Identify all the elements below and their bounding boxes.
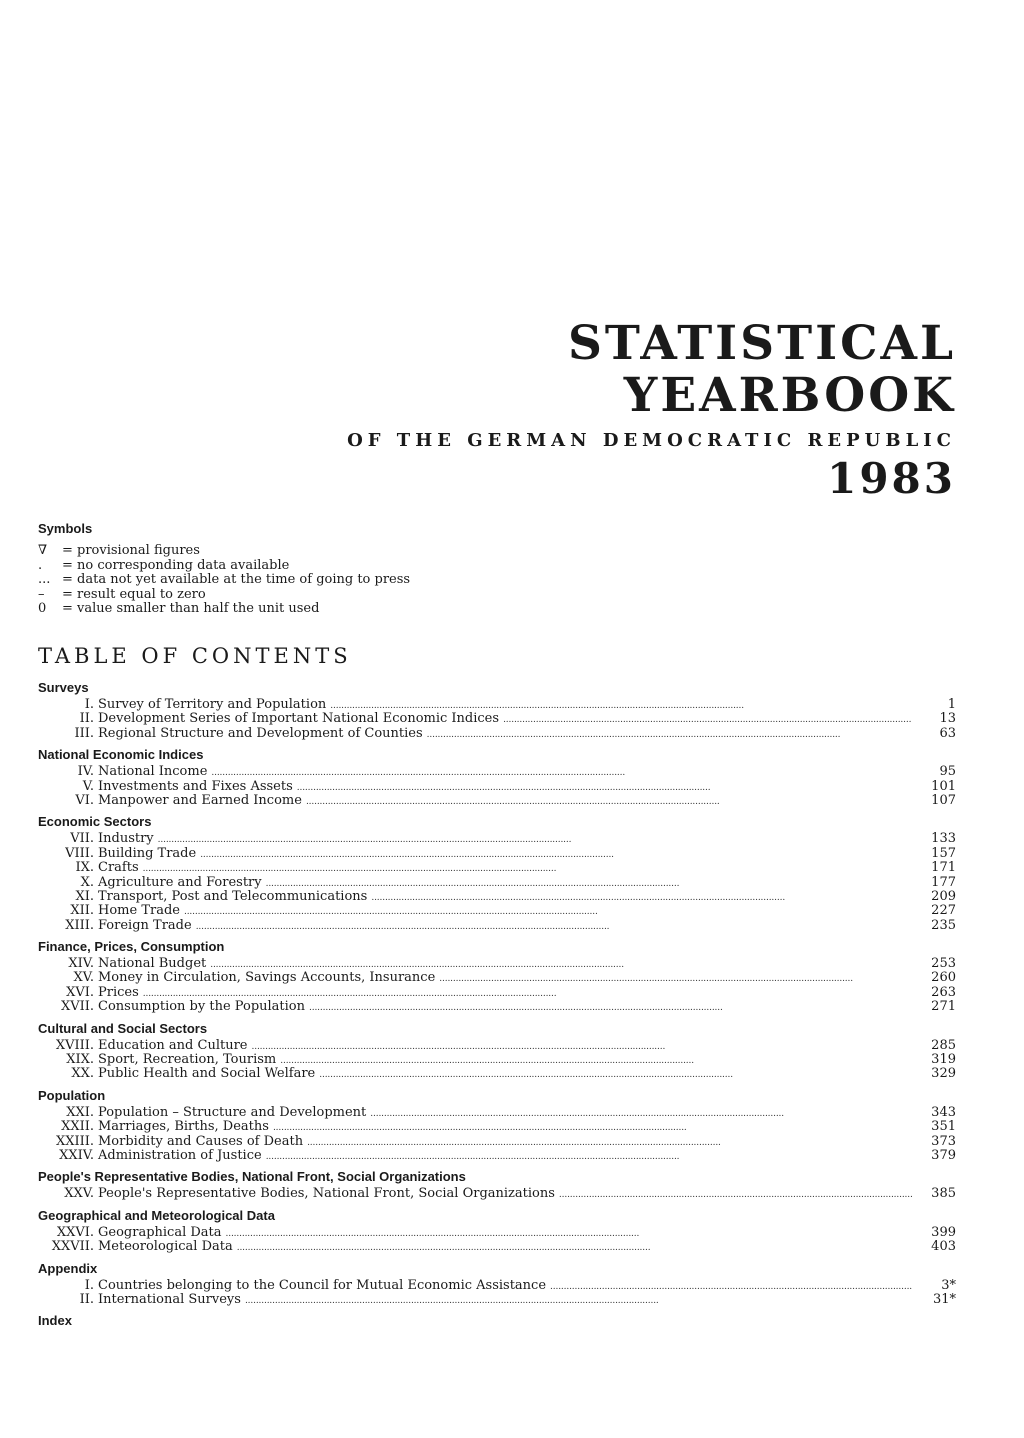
toc-leader-dots	[184, 904, 912, 919]
toc-entry[interactable]	[38, 957, 956, 971]
symbol-row	[38, 544, 410, 559]
toc-entry-label: Meteorological Data	[98, 1239, 233, 1255]
toc-entry[interactable]	[38, 1240, 956, 1254]
toc-entry-label: Regional Structure and Development of Counties	[98, 725, 423, 741]
toc-leader-dots	[211, 765, 912, 780]
toc-entry[interactable]	[38, 971, 956, 985]
toc-entry-page: 227	[931, 903, 956, 919]
toc-entry-label: Transport, Post and Telecommunications	[98, 888, 368, 904]
toc-entry-number: XXIV.	[59, 1147, 94, 1163]
toc-leader-dots	[297, 780, 912, 795]
toc-entry-label: Countries belonging to the Council for Mutual Economic Assistance	[98, 1277, 547, 1293]
toc-leader-dots	[196, 919, 912, 934]
toc-entry[interactable]	[38, 1106, 956, 1120]
symbols-list	[38, 544, 410, 617]
toc-leader-dots	[319, 1067, 912, 1082]
symbol-row	[38, 588, 410, 603]
symbols-heading: Symbols	[38, 521, 93, 536]
toc-leader-dots	[439, 971, 912, 986]
symbol-mark: –	[38, 586, 45, 602]
toc-entry-page: 385	[931, 1186, 956, 1202]
toc-entry-page: 271	[931, 999, 956, 1015]
toc-entry[interactable]	[38, 986, 956, 1000]
title-block	[347, 318, 956, 503]
toc-entry-number: XX.	[71, 1066, 94, 1082]
toc-leader-dots	[252, 1039, 913, 1054]
symbols-legend	[38, 521, 410, 617]
toc-entry-number: XV.	[73, 970, 94, 986]
toc-entry-page: 3*	[941, 1277, 956, 1293]
toc-entry-page: 13	[939, 711, 956, 727]
toc-entry-label: Geographical Data	[98, 1224, 222, 1240]
toc-entry-label: Prices	[98, 984, 139, 1000]
toc-entry-number: XXI.	[66, 1104, 94, 1120]
toc-entry[interactable]	[38, 832, 956, 846]
toc-section-title: Economic Sectors	[38, 814, 152, 830]
symbol-description: = provisional figures	[62, 543, 200, 558]
toc-leader-dots	[427, 727, 912, 742]
toc-entry-page: 351	[931, 1119, 956, 1135]
toc-entry-label: Population – Structure and Development	[98, 1104, 367, 1120]
symbol-description: = no corresponding data available	[62, 557, 290, 573]
toc-entry[interactable]	[38, 1293, 956, 1307]
toc-entry-page: 95	[939, 764, 956, 780]
toc-entry[interactable]	[38, 1135, 956, 1149]
toc-entry-label: Survey of Territory and Population	[98, 697, 327, 712]
toc-entry[interactable]	[38, 1053, 956, 1067]
toc-leader-dots	[503, 712, 912, 727]
toc-entry-label: Consumption by the Population	[98, 999, 306, 1015]
toc-entry-number: II.	[79, 711, 94, 727]
toc-entry-label: Money in Circulation, Savings Accounts, Insurance	[98, 970, 436, 986]
toc-entry-page: 63	[939, 725, 956, 741]
toc-entry-label: Crafts	[98, 860, 139, 876]
toc-section-title: Cultural and Social Sectors	[38, 1020, 208, 1036]
toc-leader-dots	[266, 1149, 912, 1164]
toc-leader-dots	[226, 1226, 912, 1241]
toc-entry-page: 329	[931, 1066, 956, 1082]
toc-entry-page: 403	[931, 1239, 956, 1255]
toc-section-title: Population	[38, 1087, 106, 1103]
symbol-description: = result equal to zero	[62, 586, 206, 602]
toc-section-title: Geographical and Meteorological Data	[38, 1207, 275, 1223]
toc-entry-label: Manpower and Earned Income	[98, 792, 302, 808]
toc-leader-dots	[200, 847, 912, 862]
toc-leader-dots	[309, 1000, 912, 1015]
toc-leader-dots	[371, 890, 912, 905]
toc-entry-label: Administration of Justice	[98, 1147, 262, 1163]
toc-entry-label: Building Trade	[98, 845, 197, 861]
symbol-mark: .	[38, 557, 43, 573]
toc-section-title: Finance, Prices, Consumption	[38, 939, 225, 955]
toc-entry-page: 373	[931, 1133, 956, 1149]
toc-entry-label: Agriculture and Forestry	[98, 874, 262, 890]
toc-entry-label: Home Trade	[98, 903, 180, 919]
toc-entry-number: XXV.	[64, 1186, 94, 1202]
toc-entry[interactable]	[38, 698, 956, 712]
toc-entry[interactable]	[38, 904, 956, 918]
toc-leader-dots	[273, 1120, 912, 1135]
toc-entry-number: VIII.	[65, 845, 94, 861]
toc-entry[interactable]	[38, 919, 956, 933]
symbol-mark: ...	[38, 572, 51, 587]
toc-entry-number: I.	[84, 1277, 94, 1293]
toc-entry-label: Investments and Fixes Assets	[98, 778, 293, 794]
toc-entry[interactable]	[38, 727, 956, 741]
toc-entry-page: 319	[931, 1052, 956, 1068]
toc-entry-page: 285	[931, 1037, 956, 1053]
toc-entry-label: Sport, Recreation, Tourism	[98, 1052, 277, 1068]
toc-entry[interactable]	[38, 712, 956, 726]
toc-leader-dots	[245, 1293, 912, 1308]
toc-entry-label: Education and Culture	[98, 1037, 248, 1053]
toc-entry-page: 235	[931, 917, 956, 933]
toc-entry-page: 107	[931, 792, 956, 808]
toc-entry-number: VI.	[75, 792, 94, 808]
toc-entry-page: 101	[931, 778, 956, 794]
toc-entry-number: XI.	[75, 888, 94, 904]
toc-section-title: Surveys	[38, 680, 89, 695]
toc-entry-number: XVI.	[66, 984, 94, 1000]
toc-entry-label: Development Series of Important National Economic Indices	[98, 711, 500, 727]
toc-entry-page: 379	[931, 1147, 956, 1163]
toc-entry[interactable]	[38, 1120, 956, 1134]
title-year: 1983	[827, 454, 956, 503]
toc-section-title: National Economic Indices	[38, 747, 204, 763]
toc-entry-page: 177	[931, 874, 956, 890]
toc-leader-dots	[559, 1187, 912, 1202]
toc-entry-label: International Surveys	[98, 1291, 241, 1307]
symbol-row	[38, 559, 410, 574]
symbol-description: = data not yet available at the time of going to press	[62, 572, 411, 587]
toc-leader-dots	[550, 1279, 912, 1294]
toc-entry-label: National Income	[98, 764, 208, 780]
toc-entry-label: Morbidity and Causes of Death	[98, 1133, 304, 1149]
toc-entry-number: XII.	[70, 903, 94, 919]
toc-entry-label: People's Representative Bodies, National Front, Social Organizations	[98, 1186, 555, 1202]
toc-entry-number: X.	[80, 874, 94, 890]
title-line-1: STATISTICAL	[567, 316, 956, 371]
toc-entry-number: XXVI.	[56, 1224, 94, 1240]
toc-leader-dots	[237, 1240, 912, 1255]
toc-leader-dots	[307, 1135, 912, 1150]
symbol-mark: 0	[38, 601, 47, 616]
toc-entry-number: V.	[82, 778, 94, 794]
toc-entry-page: 343	[931, 1104, 956, 1120]
toc-entry-number: III.	[74, 725, 94, 741]
toc-entry[interactable]	[38, 861, 956, 875]
toc-entry-number: IV.	[77, 764, 94, 780]
toc-entry-page: 31*	[932, 1291, 956, 1307]
toc-entry[interactable]	[38, 794, 956, 808]
symbol-mark: ∇	[38, 543, 48, 558]
toc-entry-page: 260	[931, 970, 956, 986]
symbol-row	[38, 602, 410, 617]
toc-entry-page: 399	[931, 1224, 956, 1240]
toc-entry[interactable]	[38, 1187, 956, 1201]
toc-leader-dots	[306, 794, 912, 809]
toc-heading: TABLE OF CONTENTS	[38, 644, 352, 668]
toc-entry-number: I.	[84, 697, 94, 712]
toc-entry[interactable]	[38, 1149, 956, 1163]
toc-entry-page: 263	[931, 984, 956, 1000]
toc-leader-dots	[370, 1106, 912, 1121]
symbol-row	[38, 573, 410, 588]
toc-entry[interactable]	[38, 765, 956, 779]
toc-entry-number: II.	[79, 1291, 94, 1307]
toc-entry-label: Marriages, Births, Deaths	[98, 1119, 269, 1135]
toc-entry[interactable]	[38, 1279, 956, 1293]
toc-entry-number: XIII.	[65, 917, 94, 933]
title-line-2: YEARBOOK	[623, 368, 956, 423]
toc-entry-number: VII.	[70, 831, 94, 847]
toc-entry-label: Public Health and Social Welfare	[98, 1066, 316, 1082]
toc-entry[interactable]	[38, 780, 956, 794]
toc-entry-number: XIX.	[66, 1052, 94, 1068]
toc-entry[interactable]	[38, 1000, 956, 1014]
toc-entry-number: XXII.	[61, 1119, 94, 1135]
title-subtitle: OF THE GERMAN DEMOCRATIC REPUBLIC	[347, 430, 956, 451]
toc-leader-dots	[158, 832, 912, 847]
toc-entry-page: 253	[931, 956, 956, 972]
toc-entry-page: 133	[931, 831, 956, 847]
toc-entry[interactable]	[38, 1226, 956, 1240]
toc-entry-number: XXIII.	[55, 1133, 94, 1149]
toc-entry-page: 171	[931, 860, 956, 876]
toc-entry[interactable]	[38, 1039, 956, 1053]
toc-entry-number: XVIII.	[55, 1037, 94, 1053]
toc-entry-number: IX.	[75, 860, 94, 876]
symbol-description: = value smaller than half the unit used	[62, 601, 320, 616]
toc-entry-label: Industry	[98, 831, 154, 847]
toc-entry-number: XVII.	[60, 999, 94, 1015]
toc-section-title: People's Representative Bodies, National Front, Social Organizations	[38, 1169, 466, 1185]
toc-section-title: Index	[38, 1313, 72, 1329]
toc-entry-page: 1	[947, 697, 956, 712]
toc-entry-label: Foreign Trade	[98, 917, 192, 933]
table-of-contents	[38, 680, 956, 1331]
toc-entry[interactable]	[38, 847, 956, 861]
toc-entry-number: XXVII.	[51, 1239, 94, 1255]
toc-entry-label: National Budget	[98, 956, 207, 972]
toc-section-title: Appendix	[38, 1260, 98, 1276]
toc-leader-dots	[280, 1053, 912, 1068]
toc-entry[interactable]	[38, 1067, 956, 1081]
toc-entry-number: XIV.	[68, 956, 94, 972]
toc-entry-page: 157	[931, 845, 956, 861]
toc-entry[interactable]	[38, 890, 956, 904]
toc-entry-page: 209	[931, 888, 956, 904]
toc-entry[interactable]	[38, 876, 956, 890]
